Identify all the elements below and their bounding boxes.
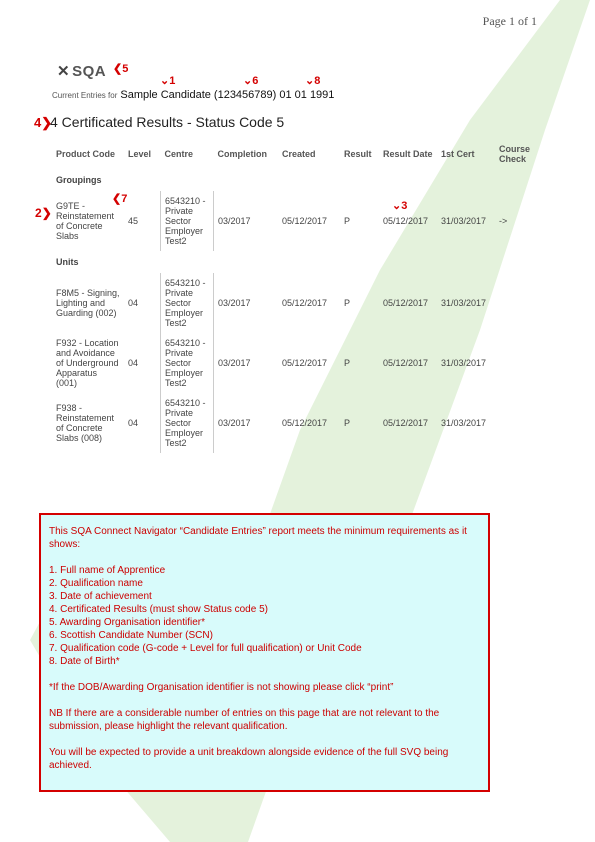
marker-7-label: 7 xyxy=(121,193,128,205)
marker-6 xyxy=(243,74,258,87)
cell-1st-cert: 31/03/2017 xyxy=(441,358,487,368)
cell-result: P xyxy=(344,418,351,428)
section-groupings xyxy=(52,169,539,191)
sqa-cross-icon: ✕ xyxy=(57,63,71,80)
requirements-intro: This SQA Connect Navigator “Candidate Entries” report meets the minimum requirements as it shows: xyxy=(49,526,467,550)
col-1st-cert: 1st Cert xyxy=(441,149,475,159)
cell-completion: 03/2017 xyxy=(218,358,251,368)
cell-1st-cert: 31/03/2017 xyxy=(441,216,487,226)
cell-completion: 03/2017 xyxy=(218,418,251,428)
marker-8 xyxy=(305,74,320,87)
cell-result-date: 05/12/2017 xyxy=(383,418,429,428)
cell-result: P xyxy=(344,216,351,226)
chevron-down-icon: ⌄ xyxy=(243,75,253,87)
marker-1-label: 1 xyxy=(169,75,176,87)
cell-completion: 03/2017 xyxy=(218,216,251,226)
candidate-details: Sample Candidate (123456789) 01 01 1991 xyxy=(120,89,335,101)
section-label: Units xyxy=(56,257,79,267)
highlight-note: NB If there are a considerable number of entries on this page that are not relevant to the submission, please highlight the relevant qualification. xyxy=(49,708,440,732)
cell-level: 04 xyxy=(128,418,139,428)
requirement-item: 3. Date of achievement xyxy=(49,591,152,602)
cell-result: P xyxy=(344,298,351,308)
cell-created: 05/12/2017 xyxy=(282,298,328,308)
col-result-date: Result Date xyxy=(383,149,433,159)
current-entries-line xyxy=(52,89,334,101)
col-completion: Completion xyxy=(217,149,267,159)
cell-centre: 6543210 - Private Sector Employer Test2 xyxy=(161,393,214,453)
page-number: Page 1 of 1 xyxy=(482,14,537,28)
cell-course-check xyxy=(495,393,539,453)
marker-5 xyxy=(113,62,128,75)
cell-product-code: F932 - Location and Avoidance of Underground Apparatus (001) xyxy=(56,338,119,388)
marker-3-label: 3 xyxy=(401,200,408,212)
cell-created: 05/12/2017 xyxy=(282,358,328,368)
chevron-left-icon: ❮ xyxy=(113,63,123,75)
results-table xyxy=(52,139,539,453)
requirement-item: 4. Certificated Results (must show Status code 5) xyxy=(49,604,268,615)
col-product-code: Product Code xyxy=(56,149,116,159)
marker-2-label: 2 xyxy=(35,206,42,220)
requirement-item: 1. Full name of Apprentice xyxy=(49,565,166,576)
cell-result-date: 05/12/2017 xyxy=(383,216,429,226)
cell-product-code: G9TE - Reinstatement of Concrete Slabs xyxy=(56,201,115,241)
marker-4 xyxy=(34,115,52,131)
col-level: Level xyxy=(128,149,152,159)
cell-completion: 03/2017 xyxy=(218,298,251,308)
col-result: Result xyxy=(344,149,372,159)
requirement-item: 7. Qualification code (G-code + Level for full qualification) or Unit Code xyxy=(49,643,362,654)
cell-level: 04 xyxy=(128,358,139,368)
chevron-down-icon: ⌄ xyxy=(305,75,315,87)
marker-6-label: 6 xyxy=(252,75,259,87)
cell-created: 05/12/2017 xyxy=(282,216,328,226)
cell-product-code: F8M5 - Signing, Lighting and Guarding (002) xyxy=(56,288,120,318)
table-row xyxy=(52,393,539,453)
cell-1st-cert: 31/03/2017 xyxy=(441,418,487,428)
cell-created: 05/12/2017 xyxy=(282,418,328,428)
requirement-item: 8. Date of Birth* xyxy=(49,656,120,667)
chevron-right-icon: ❯ xyxy=(41,206,52,220)
unit-breakdown-note: You will be expected to provide a unit breakdown alongside evidence of the full SVQ being achieved. xyxy=(49,747,449,771)
cell-centre: 6543210 - Private Sector Employer Test2 xyxy=(161,273,214,333)
marker-8-label: 8 xyxy=(314,75,321,87)
page-title: 4 Certificated Results - Status Code 5 xyxy=(50,114,285,130)
col-centre: Centre xyxy=(164,149,194,159)
marker-4-label: 4 xyxy=(34,115,42,130)
print-note: *If the DOB/Awarding Organisation identifier is not showing please click “print” xyxy=(49,682,394,693)
cell-product-code: F938 - Reinstatement of Concrete Slabs (008) xyxy=(56,403,115,443)
cell-course-check xyxy=(495,273,539,333)
logo-text: SQA xyxy=(72,63,107,80)
sqa-logo xyxy=(57,62,106,80)
chevron-down-icon: ⌄ xyxy=(160,75,170,87)
chevron-left-icon: ❮ xyxy=(112,193,122,205)
cell-level: 04 xyxy=(128,298,139,308)
chevron-down-icon: ⌄ xyxy=(392,200,402,212)
course-check-link[interactable]: -> xyxy=(499,216,508,226)
table-row xyxy=(52,273,539,333)
cell-centre: 6543210 - Private Sector Employer Test2 xyxy=(161,333,214,393)
cell-1st-cert: 31/03/2017 xyxy=(441,298,487,308)
cell-centre: 6543210 - Private Sector Employer Test2 xyxy=(161,191,214,251)
cell-result: P xyxy=(344,358,351,368)
requirement-item: 2. Qualification name xyxy=(49,578,143,589)
cell-course-check xyxy=(495,333,539,393)
table-row xyxy=(52,333,539,393)
col-created: Created xyxy=(282,149,316,159)
marker-5-label: 5 xyxy=(122,63,129,75)
marker-2 xyxy=(35,206,52,220)
table-row xyxy=(52,191,539,251)
marker-1 xyxy=(160,74,175,87)
requirement-item: 6. Scottish Candidate Number (SCN) xyxy=(49,630,213,641)
section-label: Groupings xyxy=(56,175,102,185)
table-header-row xyxy=(52,139,539,169)
col-course-check: Course Check xyxy=(499,144,531,164)
cell-level: 45 xyxy=(128,216,139,226)
requirements-box xyxy=(39,513,490,792)
requirement-item: 5. Awarding Organisation identifier* xyxy=(49,617,206,628)
entries-label: Current Entries for xyxy=(52,91,118,100)
section-units xyxy=(52,251,539,273)
chevron-right-icon: ❯ xyxy=(41,115,53,130)
cell-result-date: 05/12/2017 xyxy=(383,358,429,368)
cell-result-date: 05/12/2017 xyxy=(383,298,429,308)
